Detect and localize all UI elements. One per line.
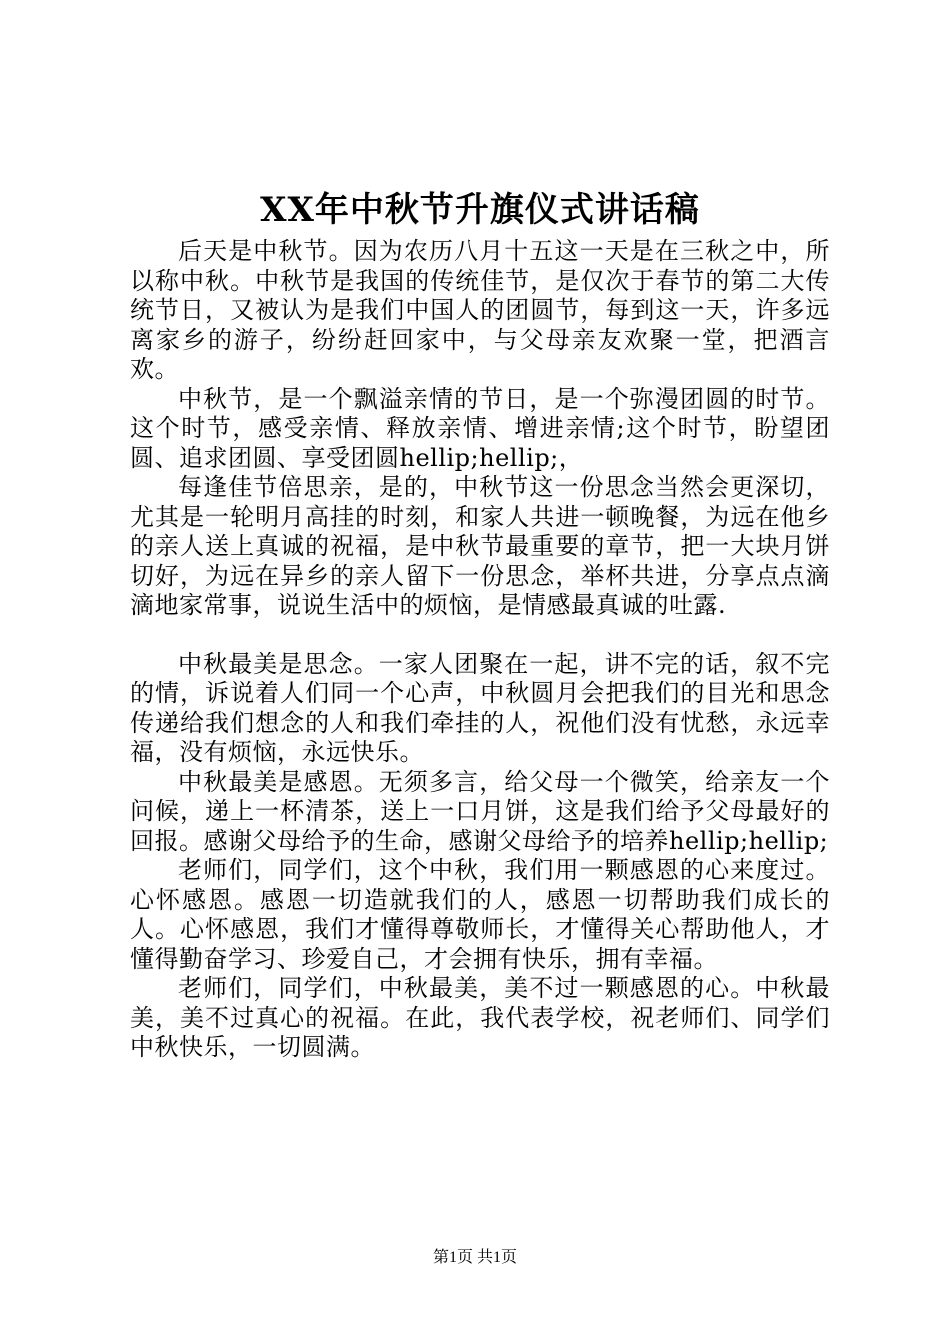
paragraph: 中秋最美是思念。一家人团聚在一起，讲不完的话，叙不完的情，诉说着人们同一个心声，中秋圆月会把我们的目光和思念传递给我们想念的人和我们牵挂的人，祝他们没有忧愁，永远幸福，没有烦恼，永远快乐。 — [130, 649, 830, 766]
paragraph: 每逢佳节倍思亲，是的，中秋节这一份思念当然会更深切，尤其是一轮明月高挂的时刻，和家人共进一顿晚餐，为远在他乡的亲人送上真诚的祝福，是中秋节最重要的章节，把一大块月饼切好，为远在异乡的亲人留下一份思念，举杯共进，分享点点滴滴地家常事，说说生活中的烦恼，是情感最真诚的吐露. — [130, 473, 830, 619]
paragraph: 老师们，同学们，这个中秋，我们用一颗感恩的心来度过。心怀感恩。感恩一切造就我们的人，感恩一切帮助我们成长的人。心怀感恩，我们才懂得尊敬师长，才懂得关心帮助他人，才懂得勤奋学习、珍爱自己，才会拥有快乐，拥有幸福。 — [130, 856, 830, 973]
paragraph: 后天是中秋节。因为农历八月十五这一天是在三秋之中，所以称中秋。中秋节是我国的传统佳节，是仅次于春节的第二大传统节日，又被认为是我们中国人的团圆节，每到这一天，许多远离家乡的游子，纷纷赶回家中，与父母亲友欢聚一堂，把酒言欢。 — [130, 237, 830, 383]
document-title: XX年中秋节升旗仪式讲话稿 — [260, 190, 700, 230]
paragraph: 中秋最美是感恩。无须多言，给父母一个微笑，给亲友一个问候，递上一杯清茶，送上一口月饼，这是我们给予父母最好的回报。感谢父母给予的生命，感谢父母给予的培养hellip;hellip; — [130, 767, 830, 855]
page-number-footer: 第1页 共1页 — [432, 1249, 517, 1266]
paragraph: 老师们，同学们，中秋最美，美不过一颗感恩的心。中秋最美，美不过真心的祝福。在此，我代表学校，祝老师们、同学们中秋快乐，一切圆满。 — [130, 974, 830, 1061]
paragraph: 中秋节，是一个飘溢亲情的节日，是一个弥漫团圆的时节。这个时节，感受亲情、释放亲情、增进亲情;这个时节，盼望团圆、追求团圆、享受团圆hellip;hellip;， — [130, 384, 830, 472]
document-page — [130, 185, 830, 1063]
